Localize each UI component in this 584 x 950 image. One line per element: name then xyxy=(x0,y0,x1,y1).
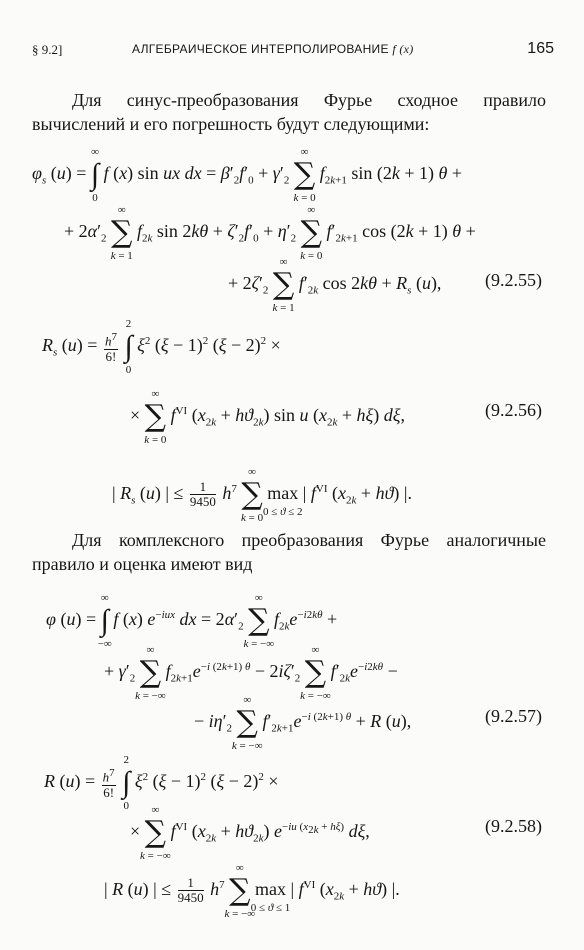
formula-sine-line-1: $\varphi_s$ (u) = ∫ ∞ 0 f (x) sin ux dx = $\beta'_2f'_0 + \gamma'_2$ ∑ ∞ k = 0 $f_{2k+1}$ sin (2k + 1) θ + xyxy=(32,146,463,204)
formula-error-bound-complex: | R (u) | ≤ $\frac{1}{9450}$ $h^7$ ∑ ∞ k = −∞ max 0 ≤ ϑ ≤ 1 | $f^{VI}$ $(x_{2k} + hϑ)$ |. xyxy=(104,861,400,920)
formula-remainder-complex-line-1: R (u) = $\frac{h^7}{6!}$ ∫ 2 0 $\xi^2$ $(\xi - 1)^2$ $(\xi - 2)^2$ × xyxy=(44,753,279,812)
formula-sine-line-3: + $2\zeta'_2$ ∑ ∞ k = 1 $f'_{2k}$ $\cos 2k\theta + R_s$ (u), xyxy=(228,256,442,314)
section-number: § 9.2] xyxy=(32,42,63,57)
running-header xyxy=(32,40,554,60)
formula-complex-line-1: φ (u) = ∫ ∞ −∞ f (x) $e^{-iux}$ dx = $2\alpha'_2$ ∑ ∞ k = −∞ $f_{2k}e^{-i2k\theta}$ + xyxy=(46,591,338,650)
formula-sine-line-2: + $2\alpha'_2$ ∑ ∞ k = 1 $f_{2k}$ $\sin 2k\theta + \zeta'_2f'_0 + \eta'_2$ ∑ ∞ k = 0 $f'_{2k+1}$ cos (2k + 1) θ + xyxy=(64,204,476,262)
equation-number-9-2-55: (9.2.55) xyxy=(485,270,542,290)
equation-number-9-2-56: (9.2.56) xyxy=(485,400,542,420)
running-title: АЛГЕБРАИЧЕСКОЕ ИНТЕРПОЛИРОВАНИЕ f (x) xyxy=(132,42,414,56)
formula-error-bound-sine: | $R_s$ (u) | ≤ $\frac{1}{9450}$ $h^7$ ∑ ∞ k = 0 max 0 ≤ ϑ ≤ 2 | $f^{VI}$ $(x_{2k} + hϑ)$ |. xyxy=(112,465,413,524)
formula-remainder-complex-line-2: × ∑ ∞ k = −∞ $f^{VI}$ $(x_{2k} + hϑ_{2k})$ $e^{-iu (x_{2k} + h\xi)}$ dξ, xyxy=(130,803,370,862)
page-number: 165 xyxy=(527,40,554,57)
formula-complex-line-3: − $i\eta'_2$ ∑ ∞ k = −∞ $f'_{2k+1}e^{-i (2k+1) \theta} + R$ (u), xyxy=(194,693,412,752)
formula-remainder-sine-line-1: $R_s$ (u) = $\frac{h^7}{6!}$ ∫ 2 0 $\xi^2$ $(\xi - 1)^2$ $(\xi - 2)^2$ × xyxy=(42,317,281,376)
formula-remainder-sine-line-2: × ∑ ∞ k = 0 $f^{VI}$ $(x_{2k} + hϑ_{2k})$ sin u $(x_{2k} + h\xi)$ dξ, xyxy=(130,387,405,446)
intro-paragraph-sine: Для синус-преобразования Фурье сходное правило вычислений и его погрешность будут следующими: xyxy=(32,90,546,134)
equation-number-9-2-58: (9.2.58) xyxy=(485,816,542,836)
intro-paragraph-complex: Для комплексного преобразования Фурье аналогичные правило и оценка имеют вид xyxy=(32,530,546,574)
equation-number-9-2-57: (9.2.57) xyxy=(485,706,542,726)
formula-complex-line-2: + $\gamma'_2$ ∑ ∞ k = −∞ $f_{2k+1}e^{-i (2k+1) \theta} - 2i\zeta'_2$ ∑ ∞ k = −∞ $f'_{2k}e^{-i2k\theta}$ − xyxy=(104,643,398,702)
